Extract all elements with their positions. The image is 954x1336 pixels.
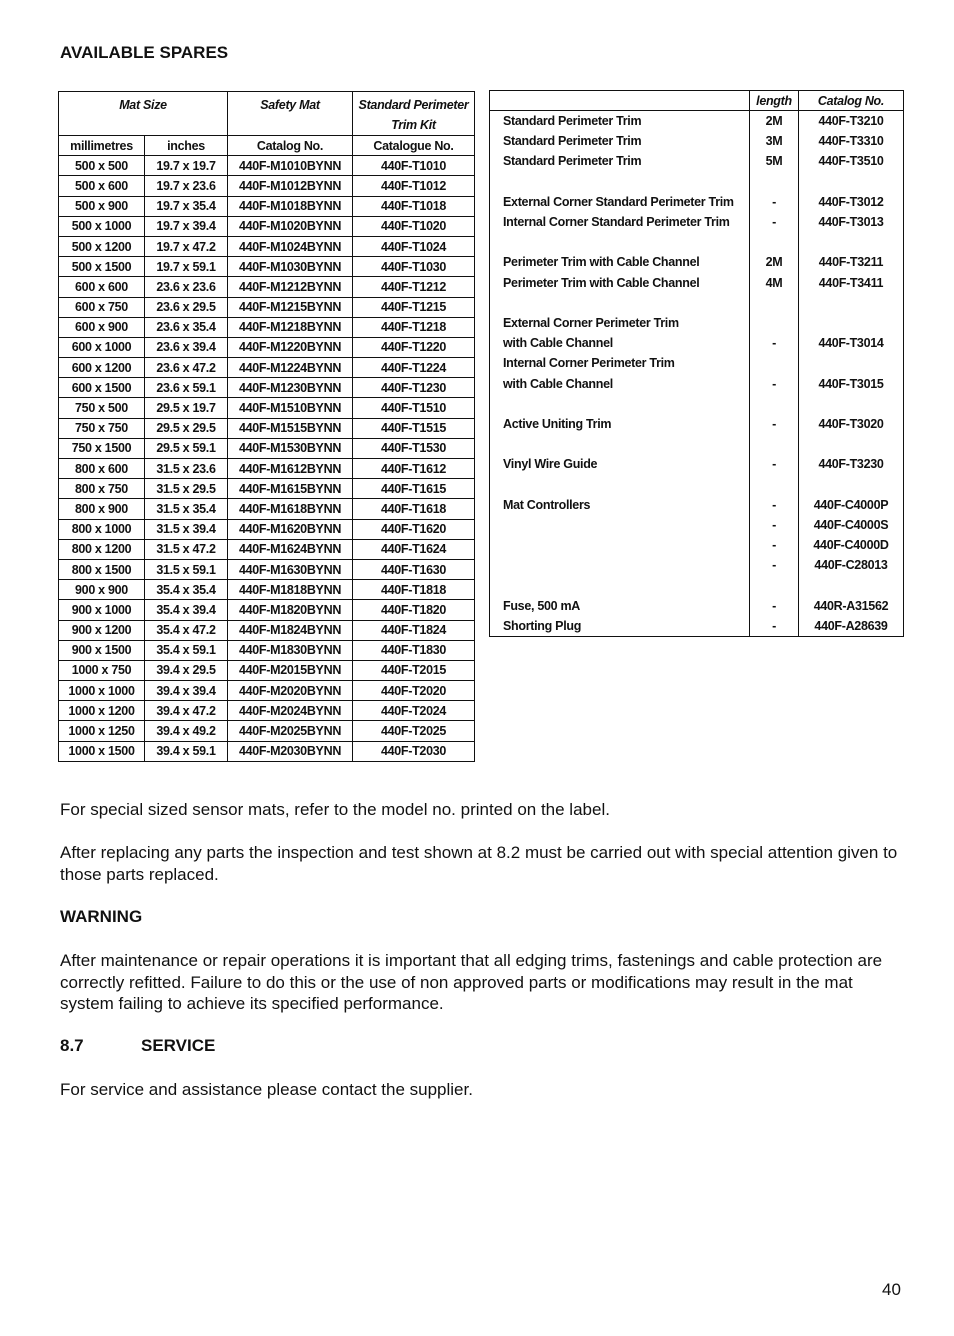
table-cell	[799, 293, 904, 313]
table-cell: 440F-M1212BYNN	[228, 277, 353, 297]
table-cell: -	[750, 212, 799, 232]
table-cell: 440F-T1224	[353, 358, 475, 378]
table-cell: 440F-T1824	[353, 620, 475, 640]
table-cell: 800 x 1000	[59, 519, 145, 539]
table-cell: 29.5 x 19.7	[145, 398, 228, 418]
table-cell: 440F-T1820	[353, 600, 475, 620]
table-cell: 800 x 1200	[59, 539, 145, 559]
table-row	[59, 176, 475, 196]
table-cell: -	[750, 596, 799, 616]
table-cell: 5M	[750, 151, 799, 171]
table-cell: -	[750, 555, 799, 575]
table-cell: -	[750, 495, 799, 515]
table-cell: 440F-T3211	[799, 252, 904, 272]
table-row	[59, 741, 475, 761]
table-cell: -	[750, 333, 799, 353]
service-number: 8.7	[60, 1036, 84, 1055]
table-row	[59, 620, 475, 640]
table-row	[59, 640, 475, 660]
table-cell	[490, 515, 750, 535]
table-cell: 1000 x 1250	[59, 721, 145, 741]
table-cell	[799, 353, 904, 373]
table-cell	[750, 172, 799, 192]
table-cell: 440F-C4000S	[799, 515, 904, 535]
table-cell: 23.6 x 39.4	[145, 337, 228, 357]
table-row	[490, 232, 904, 252]
table-row	[490, 555, 904, 575]
warning-text: After maintenance or repair operations it is important that all edging trims, fastenings and cable protection are correctly refitted. Failure to do this or the use of non approved parts or modifications may result in the mat system failing to achieve its specified performance.	[60, 951, 883, 1013]
table-cell: 39.4 x 29.5	[145, 660, 228, 680]
table-row	[490, 596, 904, 616]
header-length: length	[750, 91, 799, 111]
after-replacing-note: After replacing any parts the inspection and test shown at 8.2 must be carried out with special attention given to those parts replaced.	[60, 843, 898, 884]
table-cell: -	[750, 373, 799, 393]
table-cell: 440F-M2030BYNN	[228, 741, 353, 761]
table-cell: 440F-T1220	[353, 337, 475, 357]
table-cell: 35.4 x 59.1	[145, 640, 228, 660]
table-cell: -	[750, 515, 799, 535]
table-cell: 440F-T3013	[799, 212, 904, 232]
table-cell: 39.4 x 59.1	[145, 741, 228, 761]
table-cell: 440F-T3012	[799, 192, 904, 212]
table-row	[59, 337, 475, 357]
table-cell: 440F-M1530BYNN	[228, 438, 353, 458]
table-cell: 4M	[750, 273, 799, 293]
table-cell: External Corner Standard Perimeter Trim	[503, 194, 734, 209]
table-row	[59, 277, 475, 297]
table-cell: 440F-C4000P	[799, 495, 904, 515]
table-cell: 440F-T3015	[799, 373, 904, 393]
table-cell: 900 x 900	[59, 580, 145, 600]
table-row	[490, 575, 904, 595]
table-row	[490, 394, 904, 414]
table-cell	[750, 394, 799, 414]
table-cell: 440F-M1010BYNN	[228, 156, 353, 176]
table-cell: 19.7 x 47.2	[145, 236, 228, 256]
table-row	[59, 701, 475, 721]
table-row	[490, 293, 904, 313]
table-cell	[799, 575, 904, 595]
table-cell: with Cable Channel	[503, 336, 613, 351]
table-cell: 31.5 x 39.4	[145, 519, 228, 539]
table-row	[490, 535, 904, 555]
table-row	[59, 600, 475, 620]
table-row	[490, 151, 904, 171]
table-cell: Internal Corner Standard Perimeter Trim	[503, 215, 730, 230]
table-row	[490, 616, 904, 637]
table-cell: Perimeter Trim with Cable Channel	[503, 275, 700, 290]
table-cell: 39.4 x 47.2	[145, 701, 228, 721]
table-cell: 440F-T2015	[353, 660, 475, 680]
table-row	[490, 454, 904, 474]
table-cell: 440F-T1618	[353, 499, 475, 519]
table-cell: 600 x 900	[59, 317, 145, 337]
table-row	[59, 721, 475, 741]
table-cell: 440F-M2025BYNN	[228, 721, 353, 741]
table-row	[59, 519, 475, 539]
service-text: For service and assistance please contact the supplier.	[60, 1080, 473, 1099]
table-cell	[490, 434, 750, 454]
header-catalogue-no: Catalogue No.	[353, 136, 475, 156]
table-cell: 600 x 1000	[59, 337, 145, 357]
table-row	[59, 499, 475, 519]
table-row	[490, 414, 904, 434]
table-cell	[799, 434, 904, 454]
table-cell: 29.5 x 29.5	[145, 418, 228, 438]
table-row	[59, 156, 475, 176]
table-cell: 500 x 600	[59, 176, 145, 196]
table-cell: 440F-T1230	[353, 378, 475, 398]
header-inches: inches	[145, 136, 228, 156]
table-row	[490, 131, 904, 151]
table-cell: 440F-M1024BYNN	[228, 236, 353, 256]
table-row	[59, 539, 475, 559]
table-cell	[490, 555, 750, 575]
table-row	[59, 660, 475, 680]
table-cell: 800 x 600	[59, 459, 145, 479]
header-description	[490, 91, 750, 111]
table-cell: 440F-M1830BYNN	[228, 640, 353, 660]
warning-heading: WARNING	[60, 907, 143, 926]
table-cell: External Corner Perimeter Trim	[503, 315, 679, 330]
table-row	[59, 358, 475, 378]
table-cell: 440F-T3510	[799, 151, 904, 171]
table-cell: 1000 x 1500	[59, 741, 145, 761]
table-cell: 19.7 x 39.4	[145, 216, 228, 236]
table-cell: 440F-M1515BYNN	[228, 418, 353, 438]
table-cell: 39.4 x 39.4	[145, 681, 228, 701]
table-cell: 440F-T3020	[799, 414, 904, 434]
table-cell	[799, 313, 904, 333]
table-cell: 440F-T1218	[353, 317, 475, 337]
table-cell: 19.7 x 35.4	[145, 196, 228, 216]
table-cell: 800 x 1500	[59, 559, 145, 579]
table-cell: 440F-M1824BYNN	[228, 620, 353, 640]
table-cell	[490, 232, 750, 252]
table-cell: 440F-M1820BYNN	[228, 600, 353, 620]
table-cell: Vinyl Wire Guide	[503, 457, 598, 472]
table-cell: 440F-T1020	[353, 216, 475, 236]
table-row	[490, 212, 904, 232]
table-row	[490, 515, 904, 535]
table-cell: 440F-T1612	[353, 459, 475, 479]
table-cell: 440F-C28013	[799, 555, 904, 575]
table-cell: 23.6 x 47.2	[145, 358, 228, 378]
table-cell: 440R-A31562	[799, 596, 904, 616]
table-cell: 440F-T1624	[353, 539, 475, 559]
table-cell: 440F-M1620BYNN	[228, 519, 353, 539]
table-cell: -	[750, 454, 799, 474]
table-cell: 440F-M1818BYNN	[228, 580, 353, 600]
table-cell: 23.6 x 23.6	[145, 277, 228, 297]
table-row	[490, 273, 904, 293]
table-cell: 440F-M1230BYNN	[228, 378, 353, 398]
header-safety-mat: Safety Mat	[228, 92, 353, 136]
table-cell: 440F-T2024	[353, 701, 475, 721]
header-millimetres: millimetres	[59, 136, 145, 156]
table-cell: 900 x 1200	[59, 620, 145, 640]
table-row	[490, 111, 904, 132]
header-catalog: Catalog No.	[799, 91, 904, 111]
table-row	[490, 192, 904, 212]
table-row	[490, 353, 904, 373]
table-row	[59, 418, 475, 438]
table-cell: 600 x 1200	[59, 358, 145, 378]
table-cell: 440F-A28639	[799, 616, 904, 637]
mat-spares-table	[58, 91, 475, 762]
table-cell: 440F-T1630	[353, 559, 475, 579]
table-cell: 440F-T1830	[353, 640, 475, 660]
table-cell: 750 x 500	[59, 398, 145, 418]
table-cell: 600 x 1500	[59, 378, 145, 398]
header-mat-size: Mat Size	[59, 92, 228, 136]
table-cell: 440F-T1212	[353, 277, 475, 297]
table-cell	[799, 172, 904, 192]
table-cell: 23.6 x 35.4	[145, 317, 228, 337]
table-cell: 440F-M1624BYNN	[228, 539, 353, 559]
table-cell	[490, 575, 750, 595]
table-cell: 31.5 x 59.1	[145, 559, 228, 579]
table-cell: Perimeter Trim with Cable Channel	[503, 255, 700, 270]
table-cell: 2M	[750, 252, 799, 272]
table-cell	[799, 232, 904, 252]
table-cell: 35.4 x 39.4	[145, 600, 228, 620]
table-cell	[490, 293, 750, 313]
table-cell: 440F-M1224BYNN	[228, 358, 353, 378]
special-size-note: For special sized sensor mats, refer to the model no. printed on the label.	[60, 800, 610, 819]
table-row	[59, 459, 475, 479]
table-row	[490, 373, 904, 393]
table-cell: 600 x 750	[59, 297, 145, 317]
table-cell: 39.4 x 49.2	[145, 721, 228, 741]
table-cell: 440F-T1010	[353, 156, 475, 176]
table-cell: 500 x 1200	[59, 236, 145, 256]
table-cell: 440F-T3310	[799, 131, 904, 151]
table-cell: Standard Perimeter Trim	[503, 114, 642, 129]
table-cell: 2M	[750, 111, 799, 132]
table-cell: Fuse, 500 mA	[503, 598, 580, 613]
table-cell: 31.5 x 47.2	[145, 539, 228, 559]
table-cell	[750, 232, 799, 252]
table-row	[490, 434, 904, 454]
table-cell	[750, 293, 799, 313]
table-cell: -	[750, 535, 799, 555]
table-cell	[750, 474, 799, 494]
table-cell	[750, 575, 799, 595]
table-cell: 23.6 x 59.1	[145, 378, 228, 398]
table-row	[59, 297, 475, 317]
table-cell: 440F-T2030	[353, 741, 475, 761]
table-row	[59, 196, 475, 216]
table-cell: 440F-M2020BYNN	[228, 681, 353, 701]
table-cell: 440F-T1515	[353, 418, 475, 438]
table-cell: 29.5 x 59.1	[145, 438, 228, 458]
table-cell	[750, 353, 799, 373]
service-heading: SERVICE	[141, 1036, 216, 1055]
table-cell: 900 x 1000	[59, 600, 145, 620]
table-cell: 440F-M1020BYNN	[228, 216, 353, 236]
table-cell: 440F-M1618BYNN	[228, 499, 353, 519]
table-row	[490, 172, 904, 192]
table-cell: 440F-T1030	[353, 257, 475, 277]
table-cell: 1000 x 750	[59, 660, 145, 680]
table-cell: Standard Perimeter Trim	[503, 154, 642, 169]
table-cell	[799, 394, 904, 414]
table-cell: 31.5 x 29.5	[145, 479, 228, 499]
table-cell: 440F-M1615BYNN	[228, 479, 353, 499]
table-cell: 800 x 900	[59, 499, 145, 519]
table-cell: 440F-M1012BYNN	[228, 176, 353, 196]
table-cell: 23.6 x 29.5	[145, 297, 228, 317]
table-cell: 900 x 1500	[59, 640, 145, 660]
table-cell: 440F-T1530	[353, 438, 475, 458]
table-cell	[750, 313, 799, 333]
header-trim-kit: Standard Perimeter Trim Kit	[353, 92, 475, 136]
table-cell: 440F-T1620	[353, 519, 475, 539]
table-cell: 440F-T3230	[799, 454, 904, 474]
table-row	[59, 257, 475, 277]
table-cell: 440F-M1220BYNN	[228, 337, 353, 357]
table-cell: 19.7 x 59.1	[145, 257, 228, 277]
table-row	[490, 313, 904, 333]
table-cell: 800 x 750	[59, 479, 145, 499]
table-cell: 440F-T3014	[799, 333, 904, 353]
table-cell: 440F-M1018BYNN	[228, 196, 353, 216]
table-cell: Active Uniting Trim	[503, 416, 612, 431]
table-cell: 1000 x 1200	[59, 701, 145, 721]
table-cell: 440F-T2025	[353, 721, 475, 741]
table-cell: 500 x 1000	[59, 216, 145, 236]
table-cell: 440F-T1818	[353, 580, 475, 600]
table-cell: 500 x 500	[59, 156, 145, 176]
table-cell: Mat Controllers	[503, 497, 591, 512]
table-row	[59, 559, 475, 579]
table-cell: 440F-T1018	[353, 196, 475, 216]
table-row	[59, 580, 475, 600]
table-cell	[490, 535, 750, 555]
table-cell: 440F-M1215BYNN	[228, 297, 353, 317]
page-number: 40	[882, 1280, 901, 1299]
table-cell: 440F-T1215	[353, 297, 475, 317]
table-cell: Standard Perimeter Trim	[503, 134, 642, 149]
table-cell: 440F-M1218BYNN	[228, 317, 353, 337]
table-cell: with Cable Channel	[503, 376, 613, 391]
table-row	[59, 398, 475, 418]
table-cell: 440F-T1012	[353, 176, 475, 196]
table-row	[490, 474, 904, 494]
table-cell	[490, 172, 750, 192]
table-cell: -	[750, 616, 799, 637]
table-cell	[750, 434, 799, 454]
table-row	[59, 681, 475, 701]
table-row	[59, 317, 475, 337]
table-cell: 440F-T1615	[353, 479, 475, 499]
table-row	[59, 236, 475, 256]
table-cell: 440F-M1630BYNN	[228, 559, 353, 579]
table-row	[490, 495, 904, 515]
table-cell: -	[750, 414, 799, 434]
table-row	[59, 479, 475, 499]
table-cell: 3M	[750, 131, 799, 151]
table-cell	[490, 394, 750, 414]
table-row	[59, 438, 475, 458]
table-cell: 1000 x 1000	[59, 681, 145, 701]
table-cell: 440F-T1024	[353, 236, 475, 256]
table-cell: 440F-M2024BYNN	[228, 701, 353, 721]
table-row	[59, 216, 475, 236]
table-cell: 750 x 1500	[59, 438, 145, 458]
table-cell	[799, 474, 904, 494]
table-cell: 600 x 600	[59, 277, 145, 297]
table-cell: 19.7 x 19.7	[145, 156, 228, 176]
table-row	[59, 378, 475, 398]
table-cell: 440F-M2015BYNN	[228, 660, 353, 680]
table-cell: 500 x 900	[59, 196, 145, 216]
table-row	[490, 252, 904, 272]
table-cell: 440F-T3411	[799, 273, 904, 293]
table-cell: 35.4 x 47.2	[145, 620, 228, 640]
table-cell: 440F-T3210	[799, 111, 904, 132]
table-cell: 440F-M1030BYNN	[228, 257, 353, 277]
table-cell: 440F-M1612BYNN	[228, 459, 353, 479]
table-cell: Shorting Plug	[503, 618, 582, 633]
table-cell	[490, 474, 750, 494]
table-cell: -	[750, 192, 799, 212]
table-cell: 31.5 x 35.4	[145, 499, 228, 519]
table-cell: 750 x 750	[59, 418, 145, 438]
table-cell: 31.5 x 23.6	[145, 459, 228, 479]
header-catalog-no: Catalog No.	[228, 136, 353, 156]
table-cell: 440F-C4000D	[799, 535, 904, 555]
table-cell: Internal Corner Perimeter Trim	[503, 356, 675, 371]
table-cell: 500 x 1500	[59, 257, 145, 277]
table-cell: 440F-T2020	[353, 681, 475, 701]
page-title: AVAILABLE SPARES	[60, 43, 229, 62]
trim-spares-table	[489, 90, 904, 637]
table-row	[490, 333, 904, 353]
table-cell: 19.7 x 23.6	[145, 176, 228, 196]
table-cell: 440F-M1510BYNN	[228, 398, 353, 418]
table-cell: 35.4 x 35.4	[145, 580, 228, 600]
table-cell: 440F-T1510	[353, 398, 475, 418]
